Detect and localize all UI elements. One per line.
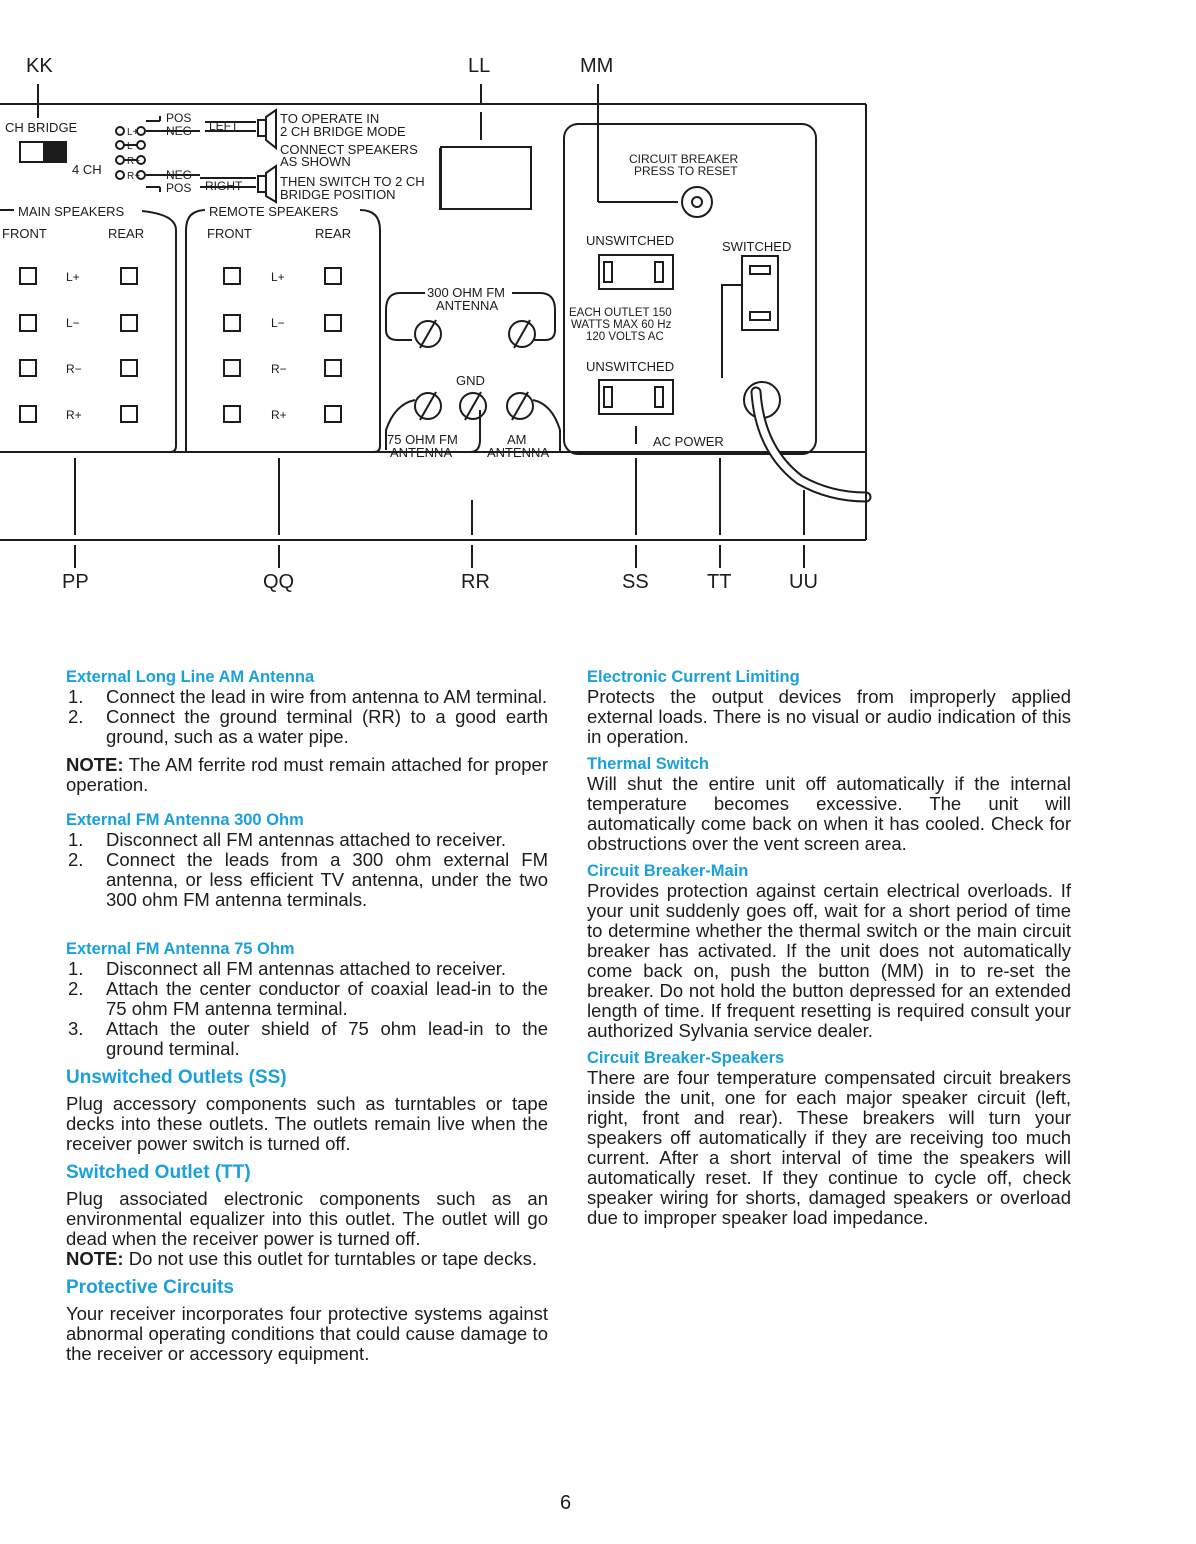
- section-current-limiting: [587, 668, 1071, 747]
- step-list: [66, 687, 548, 747]
- section-text: Will shut the entire unit off automatically if the internal temperature becomes excessive. The unit will automatically come back on when it has cooled. Check for obstructions over the vent screen area.: [587, 773, 1071, 854]
- left-pos-label: POS: [166, 111, 192, 125]
- note: NOTE: Do not use this outlet for turntables or tape decks.: [66, 1248, 537, 1269]
- section-heading: Circuit Breaker-Main: [587, 862, 749, 880]
- list-item: 1. Connect the lead in wire from antenna to AM terminal.: [68, 686, 548, 707]
- terminal-l-plus: L+: [127, 127, 139, 138]
- am-label: ANTENNA: [487, 445, 550, 460]
- section-heading: External Long Line AM Antenna: [66, 668, 315, 686]
- remote-rear-label: REAR: [315, 226, 352, 241]
- section-heading: External FM Antenna 300 Ohm: [66, 811, 304, 829]
- main-speakers-title: MAIN SPEAKERS: [18, 204, 125, 219]
- four-ch-label: 4 CH: [72, 162, 102, 177]
- instruction-line: TO OPERATE IN: [280, 111, 380, 126]
- terminal-l-minus: L−: [127, 141, 139, 152]
- remote-row-label: L+: [271, 270, 285, 284]
- rating-label: 120 VOLTS AC: [586, 331, 664, 343]
- right-pos-label: POS: [166, 181, 192, 195]
- callout-uu: UU: [789, 571, 818, 593]
- section-heading: Unswitched Outlets (SS): [66, 1067, 287, 1088]
- list-item: 3. Attach the outer shield of 75 ohm lead-in to the ground terminal.: [68, 1018, 548, 1059]
- main-row-label: L+: [66, 270, 80, 284]
- section-text: Plug associated electronic components such as an environmental equalizer into this outlet. The outlet will go dead when the receiver power is turned off.: [66, 1188, 548, 1249]
- instruction-line: BRIDGE POSITION: [280, 187, 396, 202]
- section-text: Provides protection against certain electrical overloads. If your unit suddenly goes off, wait for a short period of time to determine whether the thermal switch or the main circuit breaker has activated. If the unit does not automatically come back on, push the button (MM) in to re-set the breaker. Do not hold the button depressed for an extended length of time. If frequent resetting is required consult your authorized Sylvania service dealer.: [587, 880, 1071, 1041]
- section-unswitched-outlets: [66, 1067, 548, 1154]
- list-item: 2. Connect the ground terminal (RR) to a good earth ground, such as a water pipe.: [68, 706, 548, 747]
- main-row-label: R−: [66, 362, 82, 376]
- callout-kk: KK: [26, 55, 53, 77]
- callout-ll: LL: [468, 55, 491, 77]
- fm300-label: ANTENNA: [436, 298, 499, 313]
- rating-label: WATTS MAX 60 Hz: [571, 319, 672, 331]
- switched-label: SWITCHED: [722, 239, 792, 254]
- section-protective-circuits: [66, 1277, 548, 1364]
- callout-mm: MM: [580, 55, 614, 77]
- step-list: [66, 830, 548, 910]
- step-list: [66, 959, 548, 1059]
- breaker-label: PRESS TO RESET: [634, 164, 738, 178]
- unswitched-top-label: UNSWITCHED: [586, 233, 675, 248]
- instruction-line: AS SHOWN: [280, 154, 351, 169]
- section-heading: Protective Circuits: [66, 1277, 234, 1298]
- terminal-r-plus: R+: [127, 171, 141, 182]
- left-label: LEFT: [209, 119, 239, 133]
- section-heading: Switched Outlet (TT): [66, 1162, 251, 1183]
- list-item: 1. Disconnect all FM antennas attached to receiver.: [68, 958, 507, 979]
- list-item: 1. Disconnect all FM antennas attached to receiver.: [68, 829, 507, 850]
- remote-row-label: L−: [271, 316, 285, 330]
- callout-rr: RR: [461, 571, 490, 593]
- remote-row-label: R+: [271, 408, 287, 422]
- right-neg-label: NEG: [166, 168, 193, 182]
- main-rear-label: REAR: [108, 226, 145, 241]
- right-label: RIGHT: [205, 179, 243, 193]
- section-breaker-main: [587, 862, 1071, 1041]
- main-front-label: FRONT: [2, 226, 47, 241]
- callout-qq: QQ: [263, 571, 295, 593]
- section-am-antenna: [66, 668, 548, 795]
- section-text: Your receiver incorporates four protective systems against abnormal operating conditions that could cause damage to the receiver or accessory equipment.: [66, 1303, 548, 1364]
- breaker-label: CIRCUIT BREAKER: [629, 152, 739, 166]
- left-neg-label: NEG: [166, 124, 193, 138]
- section-text: There are four temperature compensated circuit breakers inside the unit, one for each major speaker circuit (left, right, front and rear). These breakers will turn your speakers off automatically if they are receiving too much current. After a short interval of time the speakers will automatically reset. If they continue to cycle off, check speaker wiring for shorts, damaged speakers or overload due to improper speaker load impedance.: [587, 1067, 1071, 1228]
- remote-speakers-title: REMOTE SPEAKERS: [209, 204, 339, 219]
- main-row-label: R+: [66, 408, 82, 422]
- fm75-label: 75 OHM FM: [387, 432, 458, 447]
- unswitched-bottom-label: UNSWITCHED: [586, 359, 675, 374]
- remote-front-label: FRONT: [207, 226, 252, 241]
- instruction-line: THEN SWITCH TO 2 CH: [280, 174, 425, 189]
- section-fm300: [66, 811, 548, 910]
- list-item: 2. Connect the leads from a 300 ohm external FM antenna, or less efficient TV antenna, under the two 300 ohm FM antenna terminals.: [68, 849, 548, 910]
- main-row-label: L−: [66, 316, 80, 330]
- instruction-line: CONNECT SPEAKERS: [280, 142, 418, 157]
- section-fm75: [66, 940, 548, 1059]
- section-switched-outlet: [66, 1162, 548, 1269]
- callout-tt: TT: [707, 571, 732, 593]
- section-heading: External FM Antenna 75 Ohm: [66, 940, 295, 958]
- rating-label: EACH OUTLET 150: [569, 307, 672, 319]
- list-item: 2. Attach the center conductor of coaxial lead-in to the 75 ohm FM antenna terminal.: [68, 978, 548, 1019]
- section-heading: Thermal Switch: [587, 755, 709, 773]
- remote-row-label: R−: [271, 362, 287, 376]
- note: NOTE: The AM ferrite rod must remain attached for proper operation.: [66, 754, 548, 795]
- section-heading: Circuit Breaker-Speakers: [587, 1049, 785, 1067]
- section-heading: Electronic Current Limiting: [587, 668, 800, 686]
- fm75-label: ANTENNA: [390, 445, 453, 460]
- section-text: Plug accessory components such as turntables or tape decks into these outlets. The outlets remain live when the receiver power switch is turned off.: [66, 1093, 548, 1154]
- section-thermal-switch: [587, 755, 1071, 854]
- section-text: Protects the output devices from improperly applied external loads. There is no visual or audio indication of this in operation.: [587, 686, 1071, 747]
- page-number: 6: [560, 1492, 572, 1514]
- left-column: [66, 668, 548, 1372]
- ch-bridge-label: CH BRIDGE: [5, 120, 78, 135]
- rear-panel-diagram: [0, 0, 1196, 620]
- instruction-line: 2 CH BRIDGE MODE: [280, 124, 406, 139]
- callout-pp: PP: [62, 571, 89, 593]
- terminal-r-minus: R−: [127, 156, 141, 167]
- ac-power-label: AC POWER: [653, 434, 724, 449]
- am-label: AM: [507, 432, 527, 447]
- gnd-label: GND: [456, 373, 485, 388]
- right-column: [587, 668, 1071, 1236]
- section-breaker-speakers: [587, 1049, 1071, 1228]
- callout-ss: SS: [622, 571, 649, 593]
- fm300-label: 300 OHM FM: [427, 285, 506, 300]
